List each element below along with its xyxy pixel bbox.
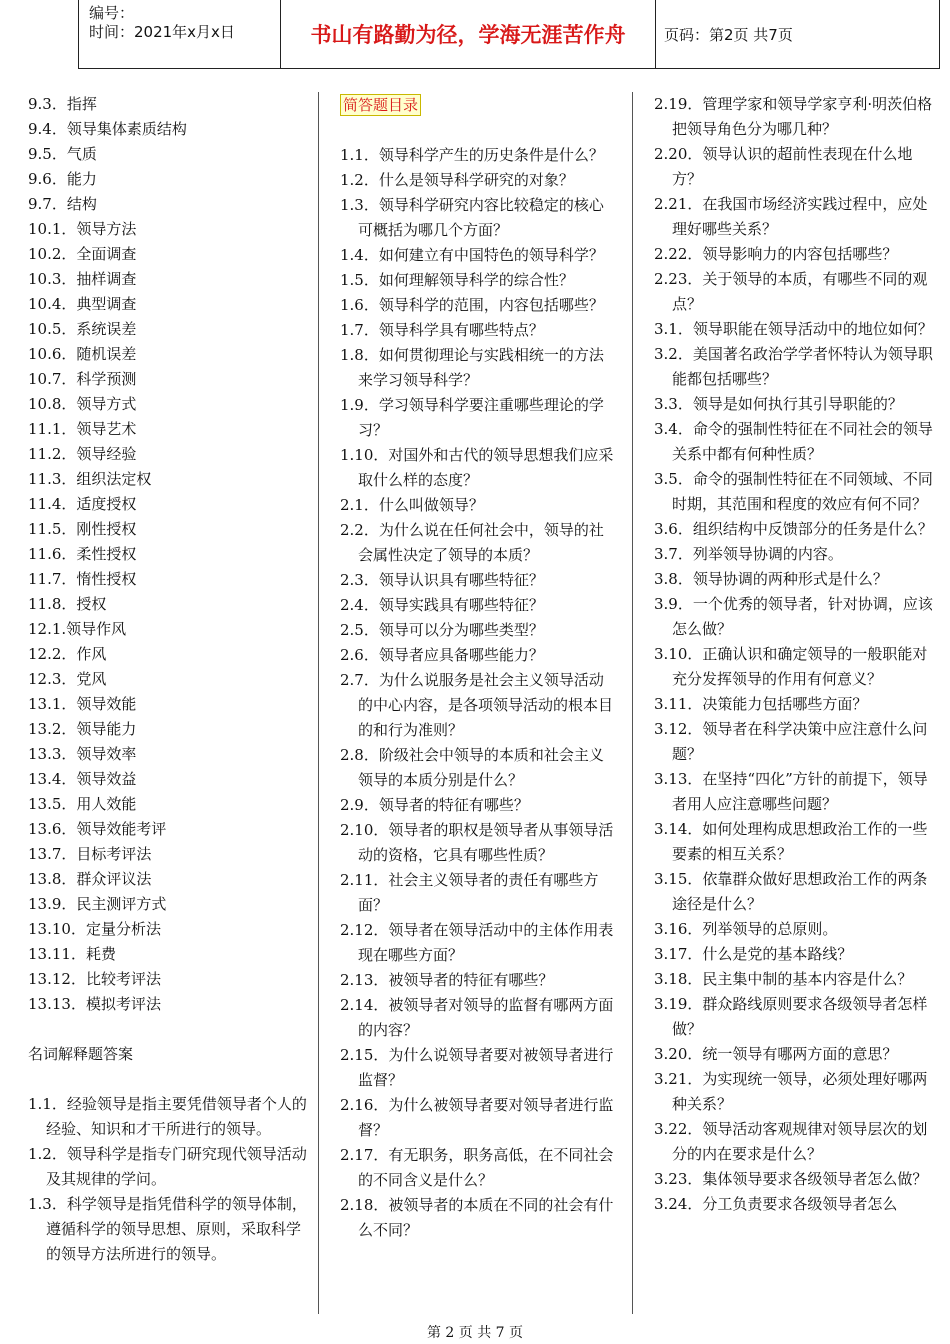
list-item: 2.19．管理学家和领导学家亨利·明茨伯格把领导角色分为哪几种？	[654, 95, 933, 138]
list-item: 13.10．定量分析法	[28, 920, 161, 938]
list-item: 2.22．领导影响力的内容包括哪些？	[654, 245, 898, 263]
list-item: 1.10．对国外和古代的领导思想我们应采取什么样的态度？	[340, 446, 614, 489]
list-item: 3.14．如何处理构成思想政治工作的一些要素的相互关系？	[654, 820, 928, 863]
list-item: 12.1.领导作风	[28, 620, 127, 638]
header-meta	[79, 0, 281, 68]
list-item: 3.9．一个优秀的领导者，针对协调，应该怎么做？	[654, 595, 933, 638]
list-item: 11.5．刚性授权	[28, 520, 137, 538]
list-item: 13.12．比较考评法	[28, 970, 161, 988]
list-item: 2.12．领导者在领导活动中的主体作用表现在哪些方面？	[340, 921, 614, 964]
list-item: 3.17．什么是党的基本路线？	[654, 945, 853, 963]
list-item: 9.5．气质	[28, 145, 97, 163]
list-item: 3.2．美国著名政治学学者怀特认为领导职能都包括哪些？	[654, 345, 933, 388]
header-page-info: 页码：第2页 共7页	[664, 25, 793, 44]
list-item: 3.7．列举领导协调的内容。	[654, 545, 843, 563]
list-item: 2.20．领导认识的超前性表现在什么地方？	[654, 145, 913, 188]
question-list	[340, 143, 616, 1243]
list-item: 3.11．决策能力包括哪些方面？	[654, 695, 868, 713]
column-2	[340, 92, 616, 1243]
list-item: 2.14．被领导者对领导的监督有哪两方面的内容？	[340, 996, 614, 1039]
column-divider-2	[632, 92, 633, 1314]
list-item: 3.21．为实现统一领导，必须处理好哪两种关系？	[654, 1070, 928, 1113]
list-item: 2.21．在我国市场经济实践过程中，应处理好哪些关系？	[654, 195, 928, 238]
list-item: 9.6．能力	[28, 170, 97, 188]
list-item: 3.13．在坚持“四化”方针的前提下，领导者用人应注意哪些问题？	[654, 770, 928, 813]
list-item: 1.6．领导科学的范围，内容包括哪些？	[340, 296, 604, 314]
list-item: 13.1．领导效能	[28, 695, 137, 713]
list-item: 3.4．命令的强制性特征在不同社会的领导关系中都有何种性质？	[654, 420, 933, 463]
column-divider-1	[318, 92, 319, 1314]
list-item: 1.9．学习领导科学要注重哪些理论的学习？	[340, 396, 604, 439]
list-item: 1.1．领导科学产生的历史条件是什么？	[340, 146, 604, 164]
list-item: 13.2．领导能力	[28, 720, 137, 738]
list-item: 2.17．有无职务，职务高低，在不同社会的不同含义是什么？	[340, 1146, 614, 1189]
list-item: 11.8．授权	[28, 595, 107, 613]
list-item: 2.3．领导认识具有哪些特征？	[340, 571, 544, 589]
list-item: 3.23．集体领导要求各级领导者怎么做？	[654, 1170, 928, 1188]
list-item: 3.6．组织结构中反馈部分的任务是什么？	[654, 520, 933, 538]
list-item: 13.13．模拟考评法	[28, 995, 161, 1013]
list-item: 13.6．领导效能考评	[28, 820, 167, 838]
list-item: 11.2．领导经验	[28, 445, 137, 463]
list-item: 10.1．领导方法	[28, 220, 137, 238]
list-item: 13.7．目标考评法	[28, 845, 152, 863]
list-item: 9.3．指挥	[28, 95, 97, 113]
list-item: 2.23．关于领导的本质，有哪些不同的观点？	[654, 270, 928, 313]
list-item: 2.11．社会主义领导者的责任有哪些方面？	[340, 871, 599, 914]
list-item: 3.15．依靠群众做好思想政治工作的两条途径是什么？	[654, 870, 928, 913]
list-item: 3.3．领导是如何执行其引导职能的？	[654, 395, 903, 413]
list-item: 2.15．为什么说领导者要对被领导者进行监督？	[340, 1046, 614, 1089]
list-item: 3.22．领导活动客观规律对领导层次的划分的内在要求是什么？	[654, 1120, 928, 1163]
list-item: 12.2．作风	[28, 645, 107, 663]
list-item: 3.5．命令的强制性特征在不同领域、不同时期，其范围和程度的效应有何不同？	[654, 470, 933, 513]
list-item: 11.4．适度授权	[28, 495, 137, 513]
list-item: 3.24．分工负责要求各级领导者怎么	[654, 1195, 898, 1213]
list-item: 13.8．群众评议法	[28, 870, 152, 888]
list-item: 2.1．什么叫做领导？	[340, 496, 484, 514]
header-motto: 书山有路勤为径，学海无涯苦作舟	[281, 0, 656, 68]
list-item: 10.7．科学预测	[28, 370, 137, 388]
list-item: 2.9．领导者的特征有哪些？	[340, 796, 529, 814]
list-item: 2.2．为什么说在任何社会中，领导的社会属性决定了领导的本质？	[340, 521, 604, 564]
list-item: 3.19．群众路线原则要求各级领导者怎样做？	[654, 995, 928, 1038]
list-item: 3.20．统一领导有哪两方面的意思？	[654, 1045, 898, 1063]
list-item: 12.3．党风	[28, 670, 107, 688]
list-item: 10.5．系统误差	[28, 320, 137, 338]
column-1	[28, 92, 308, 1267]
list-item: 1.8．如何贯彻理论与实践相统一的方法来学习领导科学？	[340, 346, 604, 389]
list-item: 1.3．科学领导是指凭借科学的领导体制，遵循科学的领导思想、原则，采取科学的领导方法所进行的领导。	[28, 1195, 307, 1263]
answer-list	[28, 1092, 308, 1267]
list-item: 2.16．为什么被领导者要对领导者进行监督？	[340, 1096, 614, 1139]
list-item: 13.9．民主测评方式	[28, 895, 167, 913]
column-3	[654, 92, 934, 1217]
list-item: 2.4．领导实践具有哪些特征？	[340, 596, 544, 614]
list-item: 11.6．柔性授权	[28, 545, 137, 563]
list-item: 2.7．为什么说服务是社会主义领导活动的中心内容，是各项领导活动的根本目的和行为准则？	[340, 671, 614, 739]
list-item: 2.8．阶级社会中领导的本质和社会主义领导的本质分别是什么？	[340, 746, 604, 789]
list-item: 2.13．被领导者的特征有哪些？	[340, 971, 554, 989]
list-item: 11.1．领导艺术	[28, 420, 137, 438]
list-item: 10.3．抽样调查	[28, 270, 137, 288]
list-item: 3.10．正确认识和确定领导的一般职能对充分发挥领导的作用有何意义？	[654, 645, 928, 688]
page-header	[78, 0, 940, 69]
list-item: 10.6．随机误差	[28, 345, 137, 363]
list-item: 10.2．全面调查	[28, 245, 137, 263]
list-item: 1.3．领导科学研究内容比较稳定的核心可概括为哪几个方面？	[340, 196, 604, 239]
list-item: 3.12．领导者在科学决策中应注意什么问题？	[654, 720, 928, 763]
answers-title: 名词解释题答案	[28, 1045, 134, 1063]
list-item: 11.3．组织法定权	[28, 470, 152, 488]
list-item: 1.1．经验领导是指主要凭借领导者个人的经验、知识和才干所进行的领导。	[28, 1095, 307, 1138]
list-item: 9.4．领导集体素质结构	[28, 120, 187, 138]
list-item: 2.5．领导可以分为哪些类型？	[340, 621, 544, 639]
list-item: 13.11．耗费	[28, 945, 116, 963]
list-item: 10.4．典型调查	[28, 295, 137, 313]
list-item: 1.4．如何建立有中国特色的领导科学？	[340, 246, 604, 264]
list-item: 9.7．结构	[28, 195, 97, 213]
list-item: 13.3．领导效率	[28, 745, 137, 763]
question-list	[654, 92, 934, 1217]
list-item: 3.18．民主集中制的基本内容是什么？	[654, 970, 913, 988]
page-footer: 第 2 页 共 7 页	[426, 1325, 524, 1341]
list-item: 13.5．用人效能	[28, 795, 137, 813]
list-item: 3.8．领导协调的两种形式是什么？	[654, 570, 888, 588]
number-label: 编号：	[89, 4, 135, 22]
list-item: 3.1．领导职能在领导活动中的地位如何？	[654, 320, 933, 338]
term-list	[28, 92, 308, 1017]
list-item: 1.2．领导科学是指专门研究现代领导活动及其规律的学问。	[28, 1145, 307, 1188]
time-label: 时间：2021年x月x日	[89, 23, 235, 41]
list-item: 11.7．惰性授权	[28, 570, 137, 588]
list-item: 1.7．领导科学具有哪些特点？	[340, 321, 544, 339]
list-item: 1.2．什么是领导科学研究的对象？	[340, 171, 574, 189]
list-item: 3.16．列举领导的总原则。	[654, 920, 838, 938]
list-item: 13.4．领导效益	[28, 770, 137, 788]
list-item: 10.8．领导方式	[28, 395, 137, 413]
list-item: 2.18．被领导者的本质在不同的社会有什么不同？	[340, 1196, 614, 1239]
list-item: 1.5．如何理解领导科学的综合性？	[340, 271, 574, 289]
section-title: 简答题目录	[340, 94, 421, 116]
list-item: 2.6．领导者应具备哪些能力？	[340, 646, 544, 664]
list-item: 2.10．领导者的职权是领导者从事领导活动的资格，它具有哪些性质？	[340, 821, 614, 864]
